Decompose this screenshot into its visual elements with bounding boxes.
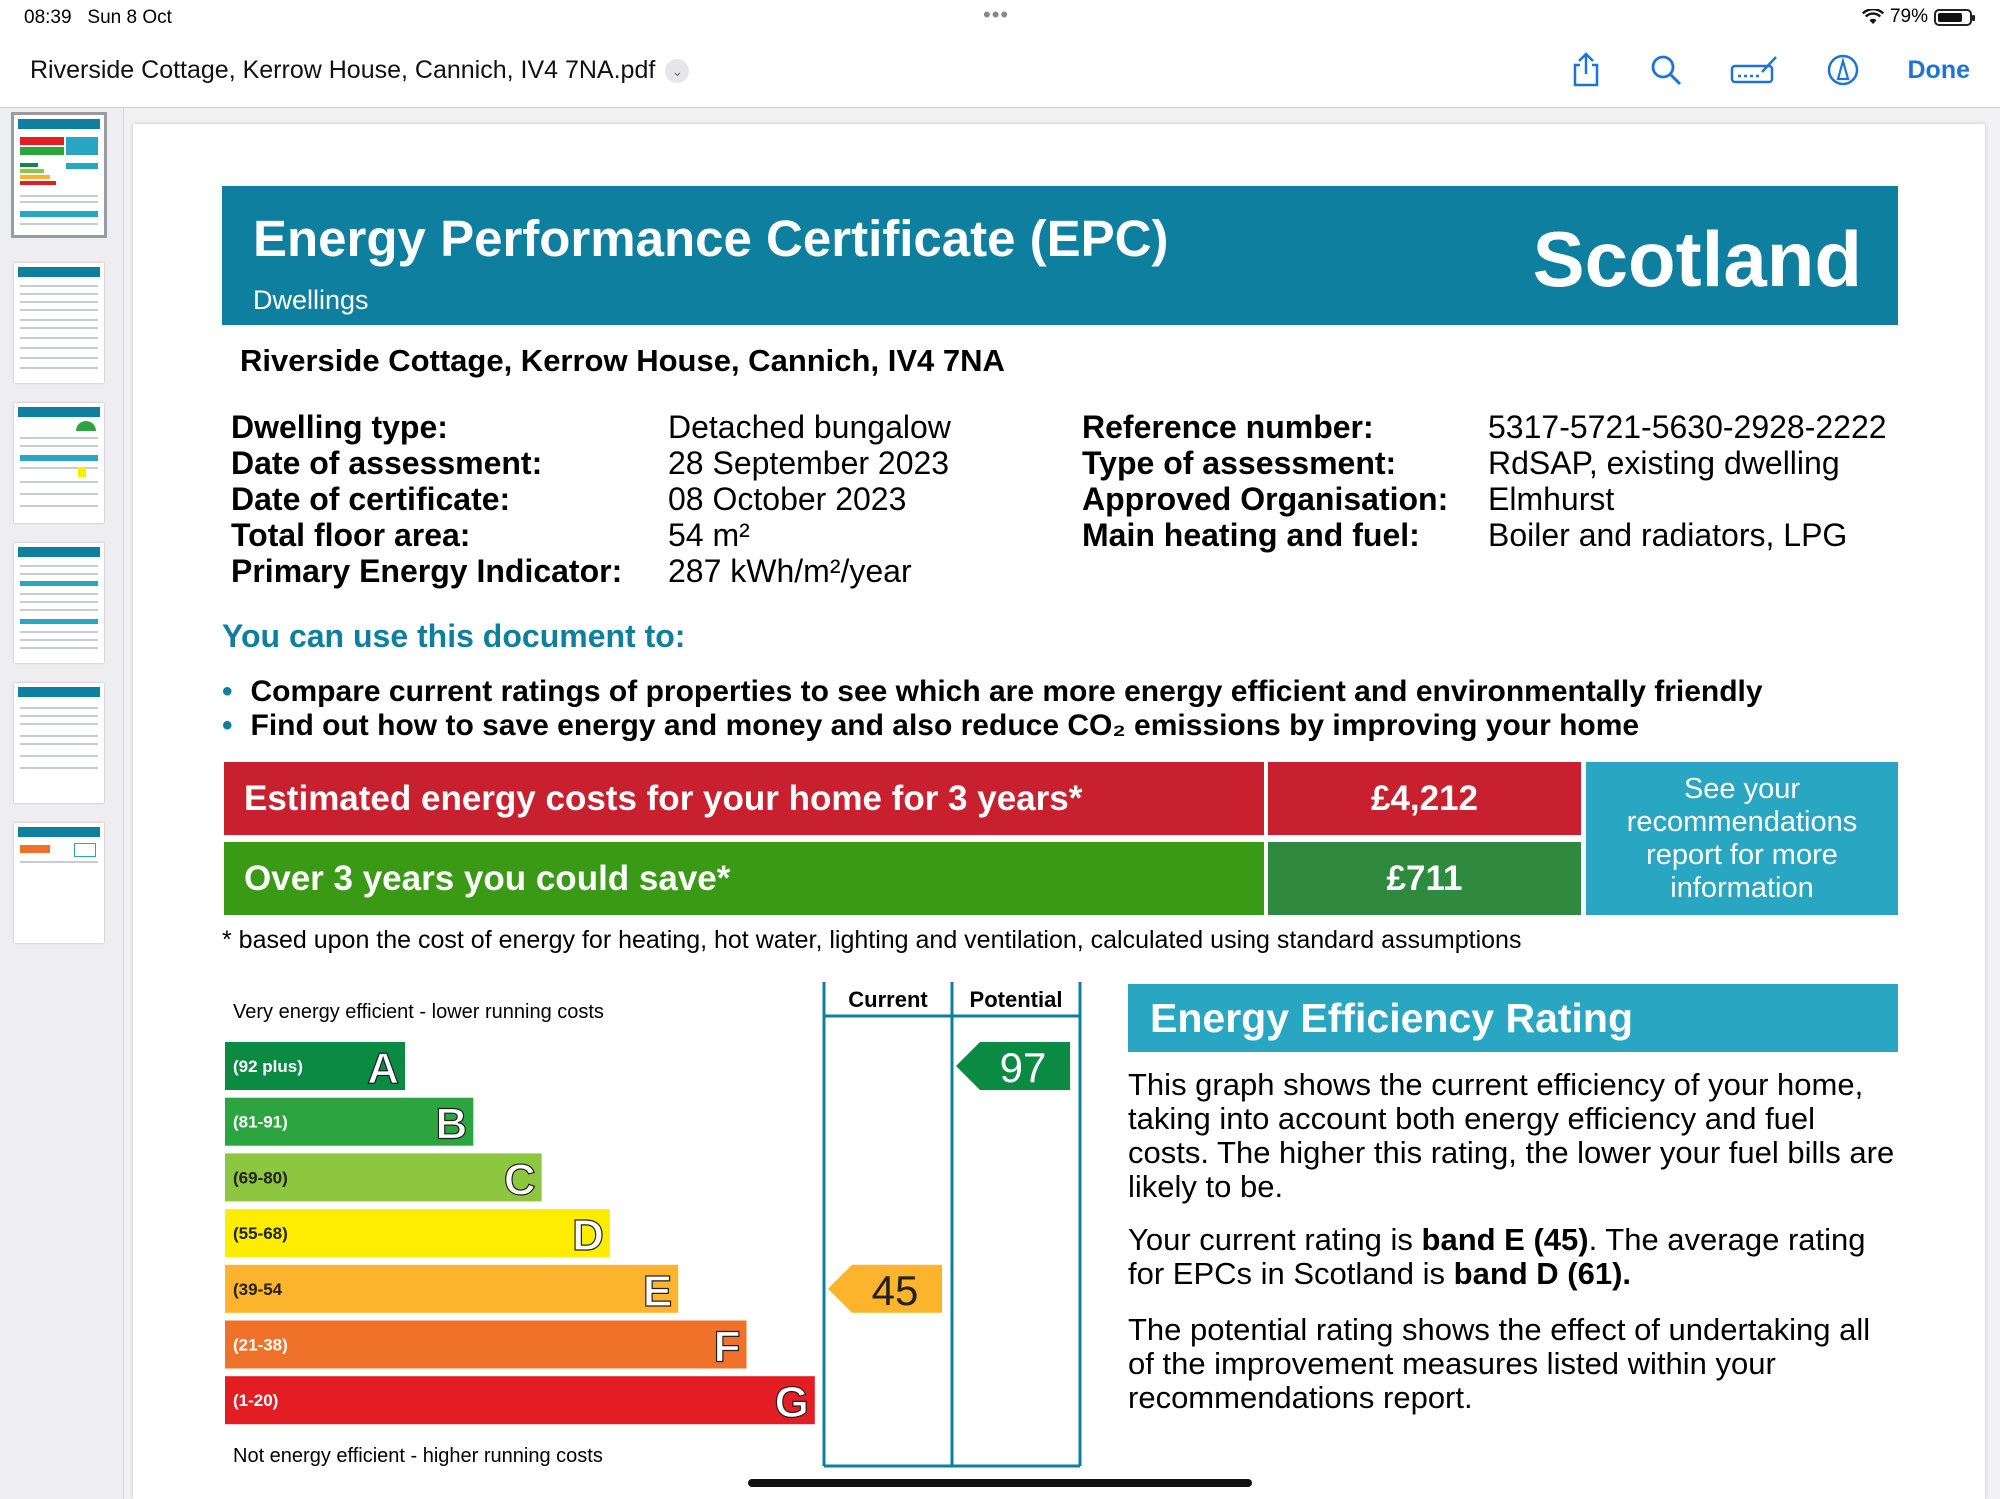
rating-band-letter: C bbox=[503, 1155, 536, 1205]
use-document-heading: You can use this document to: bbox=[222, 618, 686, 654]
rating-band-bar bbox=[225, 1265, 678, 1313]
page-thumbnail-2[interactable] bbox=[14, 263, 104, 383]
rating-heading: Energy Efficiency Rating bbox=[1128, 984, 1898, 1052]
dwelling-values bbox=[668, 409, 951, 589]
done-button[interactable]: Done bbox=[1907, 55, 1970, 84]
floor-area-label: Total floor area: bbox=[231, 517, 471, 553]
assessment-date-value: 28 September 2023 bbox=[668, 445, 950, 481]
battery-icon bbox=[1934, 9, 1972, 26]
approved-organisation-label: Approved Organisation: bbox=[1082, 481, 1449, 517]
bullet-item: • Find out how to save energy and money and also reduce CO₂ emissions by improving your home bbox=[222, 709, 1640, 742]
signature-icon[interactable] bbox=[1730, 54, 1778, 86]
rating-band-range: (92 plus) bbox=[233, 1057, 303, 1076]
epc-header-banner bbox=[222, 186, 1898, 325]
assessment-type-value: RdSAP, existing dwelling bbox=[1488, 445, 1840, 481]
rating-band-range: (81-91) bbox=[233, 1112, 288, 1132]
chevron-down-icon[interactable]: ⌄ bbox=[665, 59, 689, 83]
heating-fuel-label: Main heating and fuel: bbox=[1082, 517, 1420, 553]
epc-subtitle: Dwellings bbox=[253, 285, 369, 315]
heating-fuel-value: Boiler and radiators, LPG bbox=[1488, 517, 1848, 553]
see-recommendations-box bbox=[1586, 762, 1898, 915]
certificate-date-value: 08 October 2023 bbox=[668, 481, 907, 517]
file-title[interactable]: Riverside Cottage, Kerrow House, Cannich, IV4 7NA.pdf ⌄ bbox=[30, 56, 689, 85]
rating-paragraph-3: The potential rating shows the effect of undertaking all of the improvement measures listed within your recommendations report. bbox=[1128, 1312, 1871, 1415]
reference-number-label: Reference number: bbox=[1082, 409, 1374, 445]
rating-band-bar bbox=[225, 1321, 747, 1369]
current-column-header: Current bbox=[848, 987, 928, 1012]
page-thumbnails bbox=[0, 108, 124, 1499]
current-rating-value: 45 bbox=[871, 1266, 919, 1314]
chart-bottom-label: Not energy efficient - higher running costs bbox=[233, 1445, 603, 1467]
home-indicator[interactable] bbox=[748, 1479, 1252, 1487]
assessment-date-label: Date of assessment: bbox=[231, 445, 543, 481]
estimated-cost-label: Estimated energy costs for your home for 3 years* bbox=[224, 762, 1264, 835]
cost-footnote: * based upon the cost of energy for heating, hot water, lighting and ventilation, calculated using standard assumptions bbox=[222, 926, 1522, 954]
pdf-toolbar bbox=[0, 36, 2000, 108]
approved-organisation-value: Elmhurst bbox=[1488, 481, 1615, 517]
rating-band-letter: B bbox=[435, 1099, 468, 1149]
rating-band-letter: E bbox=[642, 1266, 673, 1316]
search-icon[interactable] bbox=[1650, 54, 1682, 86]
rating-paragraph-2: Your current rating is band E (45). The average rating for EPCs in Scotland is band D (61). bbox=[1128, 1222, 1866, 1291]
rating-band-range: (69-80) bbox=[233, 1168, 288, 1188]
status-bar bbox=[0, 0, 2000, 36]
page-thumbnail-4[interactable] bbox=[14, 543, 104, 663]
rating-band-letter: F bbox=[713, 1322, 741, 1372]
reference-labels bbox=[1082, 409, 1448, 553]
multitasking-dots-icon[interactable]: ••• bbox=[983, 2, 1010, 27]
rating-band-letter: D bbox=[572, 1211, 604, 1261]
dwelling-labels bbox=[231, 409, 622, 589]
rating-paragraph-1: This graph shows the current efficiency of your home, taking into account both energy efficiency and fuel costs. The higher this rating, the lower your fuel bills are likely to be. bbox=[1128, 1067, 1895, 1204]
primary-energy-value: 287 kWh/m²/year bbox=[668, 553, 912, 589]
battery-percent: 79% bbox=[1889, 6, 1928, 27]
chart-top-label: Very energy efficient - lower running costs bbox=[233, 1001, 604, 1023]
battery-fill bbox=[1938, 13, 1962, 22]
page-thumbnail-1[interactable] bbox=[14, 115, 104, 235]
epc-title: Energy Performance Certificate (EPC) bbox=[253, 210, 1169, 267]
floor-area-value: 54 m² bbox=[668, 517, 750, 553]
markup-icon[interactable] bbox=[1826, 53, 1860, 87]
rating-band-range: (1-20) bbox=[233, 1391, 279, 1411]
assessment-type-label: Type of assessment: bbox=[1082, 445, 1397, 481]
property-address: Riverside Cottage, Kerrow House, Cannich, IV4 7NA bbox=[240, 343, 1005, 378]
potential-saving-value: £711 bbox=[1268, 842, 1581, 915]
dwelling-type-label: Dwelling type: bbox=[231, 409, 448, 445]
primary-energy-label: Primary Energy Indicator: bbox=[231, 553, 623, 589]
estimated-cost-value: £4,212 bbox=[1268, 762, 1581, 835]
page-thumbnail-3[interactable] bbox=[14, 403, 104, 523]
rating-band-letter: G bbox=[774, 1378, 809, 1428]
rating-band-range: (55-68) bbox=[233, 1224, 288, 1244]
potential-column-header: Potential bbox=[969, 987, 1063, 1012]
page-thumbnail-6[interactable] bbox=[14, 823, 104, 943]
energy-rating-chart bbox=[222, 982, 1094, 1472]
rating-band-range: (39-54 bbox=[233, 1279, 283, 1299]
potential-saving-label: Over 3 years you could save* bbox=[224, 842, 1264, 915]
bullet-item: • Compare current ratings of properties to see which are more energy efficient and environmentally friendly bbox=[222, 675, 1763, 708]
rating-band-bar bbox=[225, 1376, 815, 1424]
wifi-icon bbox=[1862, 9, 1884, 25]
epc-region: Scotland bbox=[1532, 215, 1862, 303]
certificate-date-label: Date of certificate: bbox=[231, 481, 511, 517]
dwelling-type-value: Detached bungalow bbox=[668, 409, 951, 445]
status-right bbox=[1862, 6, 1972, 28]
rating-band-range: (21-38) bbox=[233, 1335, 288, 1355]
see-recommendations-text: See your recommendations report for more information bbox=[1626, 772, 1858, 904]
reference-values bbox=[1488, 409, 1887, 553]
status-time: 08:39 Sun 8 Oct bbox=[24, 7, 172, 28]
potential-rating-value: 97 bbox=[999, 1044, 1047, 1091]
share-icon[interactable] bbox=[1570, 52, 1602, 88]
rating-band-letter: A bbox=[367, 1044, 399, 1093]
reference-number-value: 5317-5721-5630-2928-2222 bbox=[1488, 409, 1887, 445]
page-thumbnail-5[interactable] bbox=[14, 683, 104, 803]
